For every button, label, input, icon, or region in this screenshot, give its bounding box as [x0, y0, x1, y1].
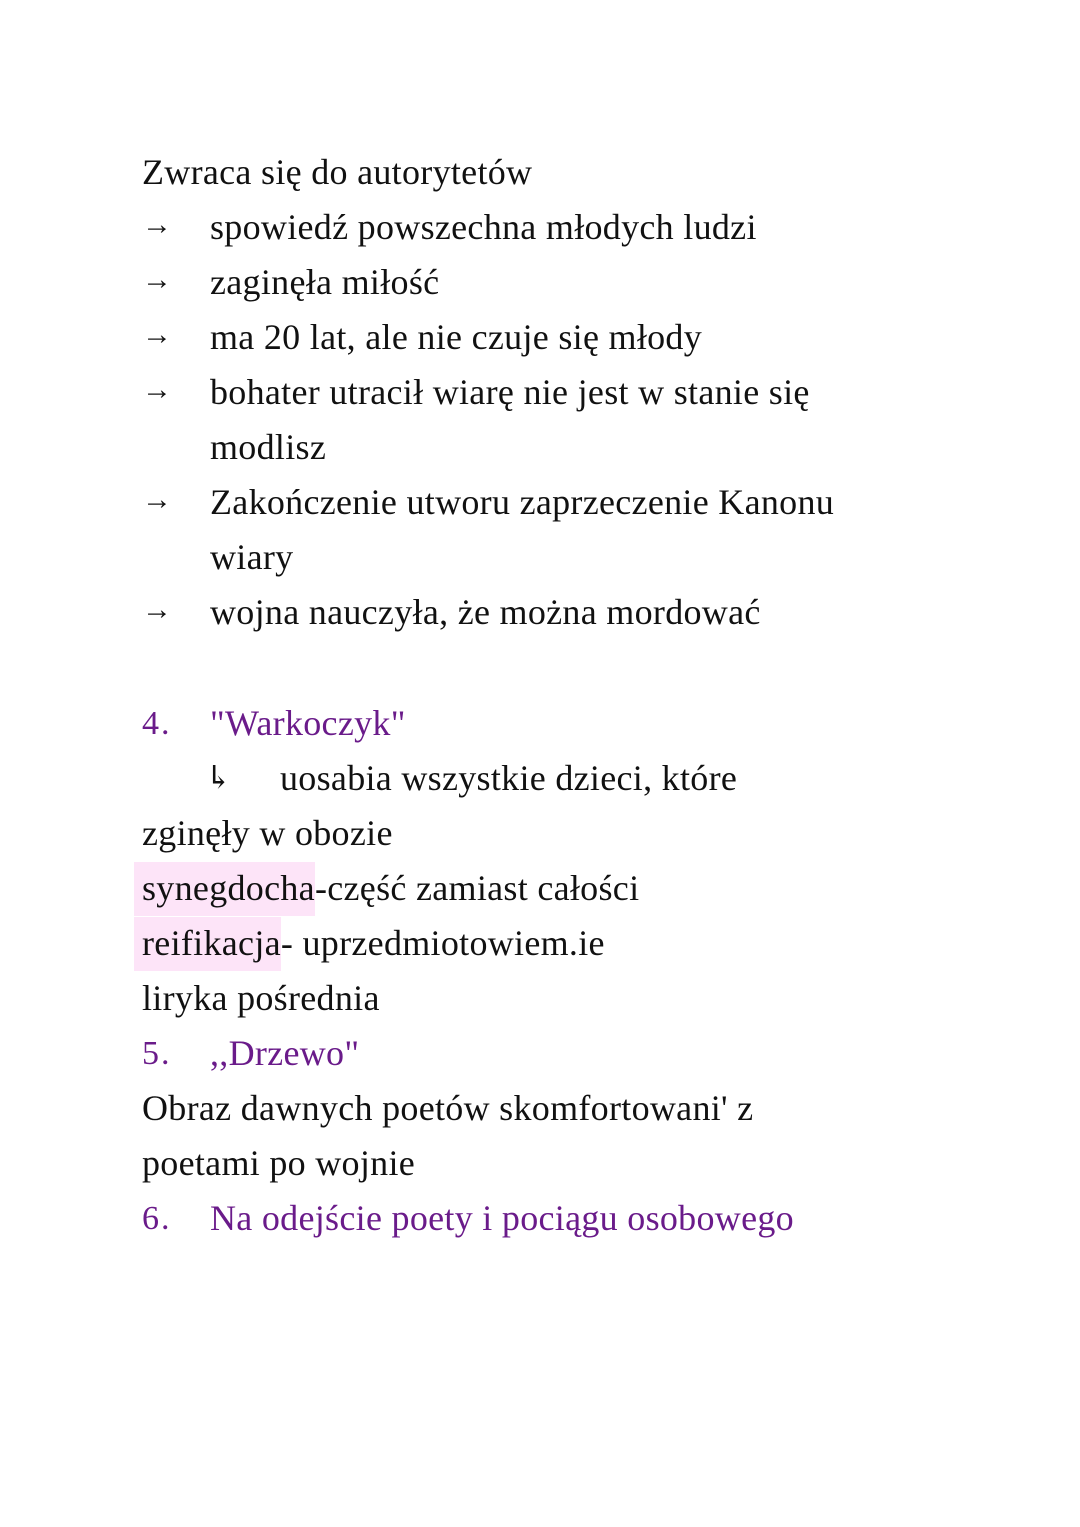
bullet-item-cont: modlisz — [210, 427, 327, 467]
arrow-icon: → — [142, 263, 172, 296]
bullet-item: Zakończenie utworu zaprzeczenie Kanonu — [210, 482, 835, 522]
sub-text: uosabia wszystkie dzieci, które — [280, 758, 738, 798]
highlighted-term: synegdocha — [134, 862, 315, 916]
term-row — [142, 861, 639, 916]
intro-text: Zwraca się do autorytetów — [142, 152, 533, 192]
bullet-item: bohater utracił wiarę nie jest w stanie się — [210, 372, 810, 412]
bullet-item: spowiedź powszechna młodych ludzi — [210, 207, 757, 247]
section-number: 5. — [142, 1035, 172, 1072]
section-title: ,,Drzewo" — [210, 1033, 360, 1073]
section-title: Na odejście poety i pociągu osobowego — [210, 1198, 794, 1238]
term-definition: - uprzedmiotowiem.ie — [280, 923, 605, 963]
return-arrow-icon: ↳ — [205, 759, 232, 795]
arrow-icon: → — [142, 593, 172, 626]
highlighted-term: reifikacja — [134, 917, 281, 971]
section-text: poetami po wojnie — [142, 1143, 416, 1183]
bullet-item: wojna nauczyła, że można mordować — [210, 592, 761, 632]
bullet-item: ma 20 lat, ale nie czuje się młody — [210, 317, 703, 357]
arrow-icon: → — [142, 373, 172, 406]
arrow-icon: → — [142, 483, 172, 516]
section-text: Obraz dawnych poetów skomfortowani' z — [142, 1088, 754, 1128]
section-number: 4. — [142, 705, 172, 742]
sub-text-cont: zginęły w obozie — [142, 813, 393, 853]
term-definition: -część zamiast całości — [314, 868, 640, 908]
bullet-item: zaginęła miłość — [210, 262, 440, 302]
arrow-icon: → — [142, 208, 172, 241]
note-text: liryka pośrednia — [142, 978, 380, 1018]
section-number: 6. — [142, 1200, 172, 1237]
bullet-item-cont: wiary — [210, 537, 294, 577]
arrow-icon: → — [142, 318, 172, 351]
section-title: "Warkoczyk" — [210, 703, 406, 743]
term-row — [142, 916, 605, 971]
